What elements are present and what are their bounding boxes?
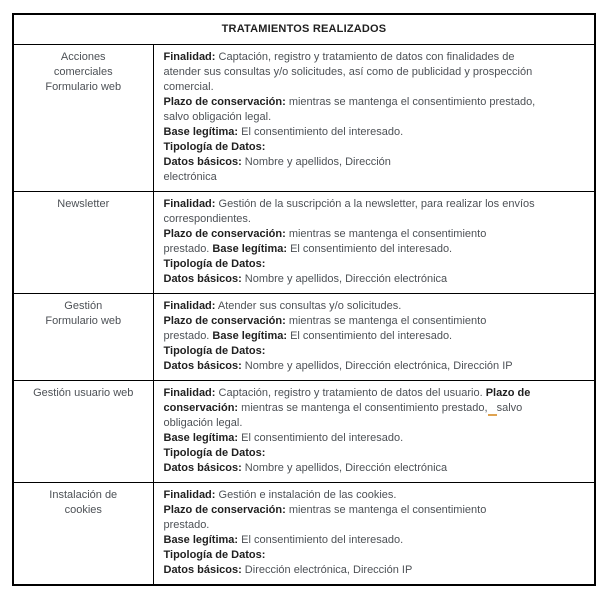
detail-line [164, 197, 587, 212]
treatment-details [153, 191, 595, 293]
text-run: Gestión e instalación de las cookies. [215, 488, 397, 501]
detail-line [164, 563, 587, 578]
detail-line [164, 95, 587, 110]
bold-label: Finalidad: [163, 386, 216, 399]
text-run: mientras se mantenga el consentimiento [285, 227, 487, 240]
text-run: El consentimiento del interesado. [287, 242, 453, 255]
treatment-name-line: Newsletter [57, 197, 110, 210]
bold-label: Base legítima: [212, 242, 288, 255]
detail-line [164, 461, 587, 476]
text-run: Dirección electrónica, Dirección IP [241, 563, 413, 576]
spellcheck-mark [488, 403, 497, 416]
treatment-row [13, 44, 595, 191]
treatments-table [12, 13, 596, 586]
text-run: Nombre y apellidos, Dirección electrónica [241, 461, 448, 474]
text-run: prestado. [163, 518, 210, 531]
text-run: mientras se mantenga el consentimiento prestado, [285, 95, 536, 108]
bold-label: Plazo de conservación: [163, 503, 286, 516]
treatment-details [153, 293, 595, 380]
text-run: salvo [496, 401, 523, 414]
treatment-row [13, 191, 595, 293]
treatment-name [13, 380, 153, 482]
bold-label: Datos básicos: [163, 155, 242, 168]
treatment-name [13, 191, 153, 293]
detail-line [164, 503, 587, 518]
detail-line [164, 110, 587, 125]
text-run: Gestión de la suscripción a la newsletter, para realizar los envíos [215, 197, 535, 210]
text-run: prestado. [163, 242, 213, 255]
treatment-name-line: Gestión usuario web [33, 386, 134, 399]
bold-label: Tipología de Datos: [163, 140, 266, 153]
text-run: mientras se mantenga el consentimiento [285, 503, 487, 516]
text-run: Atender sus consultas y/o solicitudes. [215, 299, 402, 312]
bold-label: conservación: [163, 401, 239, 414]
detail-line [164, 329, 587, 344]
detail-line [164, 314, 587, 329]
bold-label: Finalidad: [163, 197, 216, 210]
text-run: mientras se mantenga el consentimiento prestado, [238, 401, 488, 414]
detail-line [164, 299, 587, 314]
bold-label: Plazo de conservación: [163, 227, 286, 240]
bold-label: Plazo de conservación: [163, 95, 286, 108]
text-run: El consentimiento del interesado. [238, 431, 404, 444]
detail-line [164, 518, 587, 533]
text-run: salvo obligación legal. [163, 110, 272, 123]
bold-label: Datos básicos: [163, 563, 242, 576]
detail-line [164, 125, 587, 140]
detail-line [164, 488, 587, 503]
text-run: Nombre y apellidos, Dirección electrónica, Dirección IP [241, 359, 513, 372]
text-run: mientras se mantenga el consentimiento [285, 314, 487, 327]
bold-label: Datos básicos: [163, 359, 242, 372]
table-header-row [13, 14, 595, 44]
bold-label: Datos básicos: [163, 461, 242, 474]
detail-line [164, 359, 587, 374]
treatment-name-line: cookies [64, 503, 102, 516]
detail-line [164, 65, 587, 80]
text-run: Captación, registro y tratamiento de datos del usuario. [215, 386, 486, 399]
detail-line [164, 386, 587, 401]
treatment-row [13, 380, 595, 482]
detail-line [164, 272, 587, 287]
bold-label: Base legítima: [163, 125, 239, 138]
treatment-name-line: Acciones [60, 50, 106, 63]
detail-line [164, 344, 587, 359]
bold-label: Finalidad: [163, 488, 216, 501]
detail-line [164, 257, 587, 272]
detail-line [164, 401, 587, 416]
treatment-details [153, 380, 595, 482]
bold-label: Tipología de Datos: [163, 257, 266, 270]
detail-line [164, 140, 587, 155]
detail-line [164, 242, 587, 257]
treatment-name-line: comerciales [53, 65, 113, 78]
text-run: El consentimiento del interesado. [238, 533, 404, 546]
detail-line [164, 533, 587, 548]
text-run: Nombre y apellidos, Dirección [241, 155, 391, 168]
detail-line [164, 50, 587, 65]
bold-label: Base legítima: [212, 329, 288, 342]
treatment-name-line: Instalación de [49, 488, 118, 501]
text-run: electrónica [163, 170, 217, 183]
text-run: correspondientes. [163, 212, 251, 225]
text-run: obligación legal. [163, 416, 243, 429]
bold-label: Tipología de Datos: [163, 548, 266, 561]
text-run: prestado. [163, 329, 213, 342]
detail-line [164, 548, 587, 563]
detail-line [164, 416, 587, 431]
text-run: El consentimiento del interesado. [287, 329, 453, 342]
bold-label: Finalidad: [163, 299, 216, 312]
treatment-name-line: Gestión [64, 299, 103, 312]
text-run: Captación, registro y tratamiento de datos con finalidades de [215, 50, 515, 63]
bold-label: Datos básicos: [163, 272, 242, 285]
treatment-name [13, 293, 153, 380]
text-run: El consentimiento del interesado. [238, 125, 404, 138]
detail-line [164, 155, 587, 170]
bold-label: Base legítima: [163, 533, 239, 546]
text-run: atender sus consultas y/o solicitudes, así como de publicidad y prospección [163, 65, 533, 78]
detail-line [164, 170, 587, 185]
detail-line [164, 227, 587, 242]
detail-line [164, 446, 587, 461]
detail-line [164, 80, 587, 95]
detail-line [164, 431, 587, 446]
bold-label: Base legítima: [163, 431, 239, 444]
treatment-row [13, 293, 595, 380]
bold-label: Finalidad: [163, 50, 216, 63]
text-run: comercial. [163, 80, 214, 93]
treatment-name [13, 482, 153, 585]
treatment-row [13, 482, 595, 585]
bold-label: Tipología de Datos: [163, 446, 266, 459]
bold-label: Tipología de Datos: [163, 344, 266, 357]
treatment-name [13, 44, 153, 191]
text-run: Nombre y apellidos, Dirección electrónica [241, 272, 448, 285]
treatment-details [153, 44, 595, 191]
bold-label: Plazo de [485, 386, 531, 399]
detail-line [164, 212, 587, 227]
table-title: TRATAMIENTOS REALIZADOS [13, 14, 595, 44]
treatment-name-line: Formulario web [45, 80, 122, 93]
treatment-name-line: Formulario web [45, 314, 122, 327]
treatment-details [153, 482, 595, 585]
bold-label: Plazo de conservación: [163, 314, 286, 327]
